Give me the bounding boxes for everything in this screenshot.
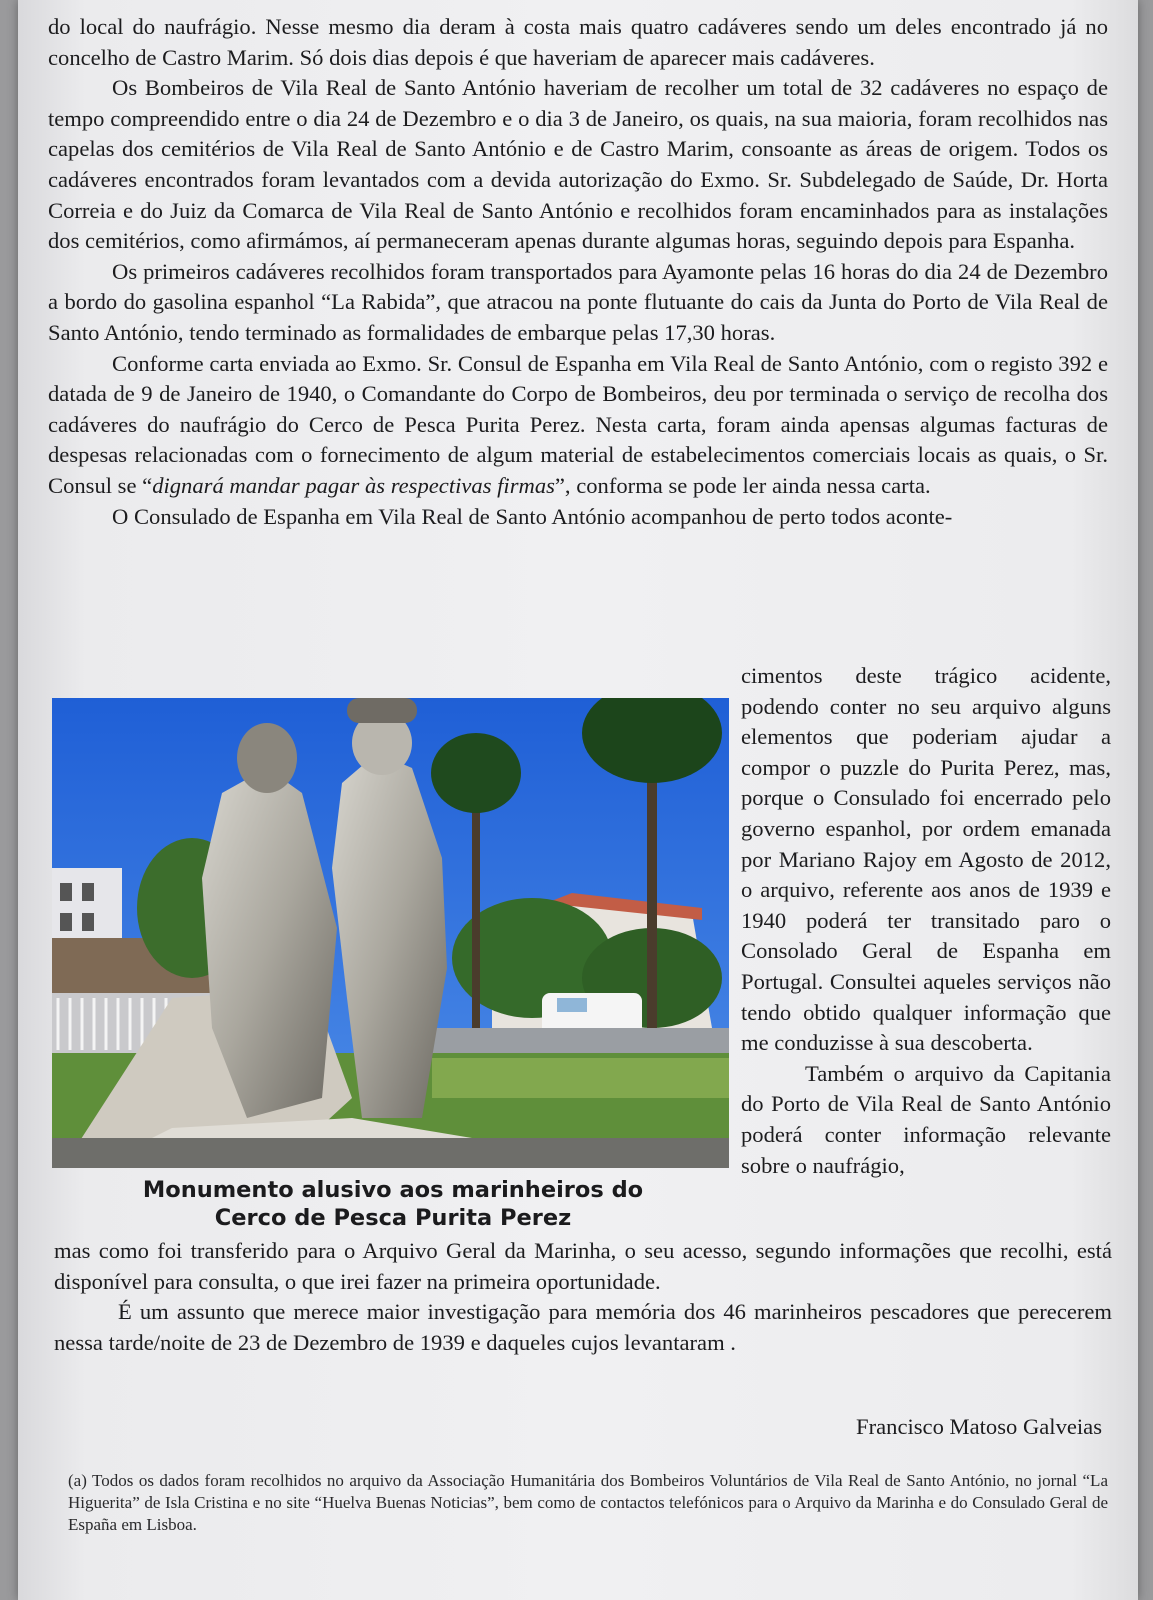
footnote: (a) Todos os dados foram recolhidos no arquivo da Associação Humanitária dos Bombeiros Voluntários de Vila Real de Santo António, no jornal “La Higuerita” de Isla Cristina e no site “Huelva Buenas Noticias”, bem como de contactos telefónicos para o Arquivo da Marinha e do Consulado Geral de España em Lisboa. (68, 1471, 1108, 1534)
paragraph-6-start: Também o arquivo da Capitania do Porto de Vila Real de Santo António poderá conter informação relevante sobre o naufrágio, (741, 1060, 1111, 1178)
photo-caption (52, 1176, 734, 1232)
paragraph-4-start: Conforme carta enviada ao Exmo. Sr. Consul de Espanha em Vila Real de Santo António, com o registo 392 e datada de 9 de Janeiro de 1940, o Comandante do Corpo de Bombeiros, deu por terminada o serviço de recolha dos cadáveres do naufrágio do Cerco de Pesca Purita Perez. Nesta carta, foram ainda apensas algumas facturas de despesas relacionadas com o fornecimento de algum material de estabelecimentos comerciais locais as quais, o Sr. Consul se “ (48, 350, 1108, 498)
document-page (18, 0, 1138, 1600)
paragraph-7: É um assunto que merece maior investigação para memória dos 46 marinheiros pescadores que perecerem nessa tarde/noite de 23 de Dezembro de 1939 e daqueles cujos levantaram . (54, 1299, 1112, 1355)
photo-caption-line-2: Cerco de Pesca Purita Perez (214, 1205, 572, 1231)
paragraph-4-italic: dignará mandar pagar às respectivas firmas (152, 472, 555, 498)
bottom-text-block (54, 1236, 1112, 1358)
paragraph-5-lead: O Consulado de Espanha em Vila Real de Santo António acompanhou de perto todos aconte- (112, 503, 953, 529)
paragraph-2: Os Bombeiros de Vila Real de Santo António haveriam de recolher um total de 32 cadáveres no espaço de tempo compreendido entre o dia 24 de Dezembro e o dia 3 de Janeiro, os quais, na sua maioria, foram recolhidos nas capelas dos cemitérios de Vila Real de Santo António e de Castro Marim, consoante as áreas de origem. Todos os cadáveres encontrados foram levantados com a devida autorização do Exmo. Sr. Subdelegado de Saúde, Dr. Horta Correia e do Juiz da Comarca de Vila Real de Santo António e recolhidos foram encaminhados para as instalações dos cemitérios, como afirmámos, aí permaneceram apenas durante algumas horas, seguindo depois para Espanha. (48, 75, 1108, 254)
monument-photo (52, 698, 729, 1168)
paragraph-4 (48, 349, 1108, 502)
paragraph-5-rest: cimentos deste trágico acidente, podendo conter no seu arquivo alguns elementos que poderiam ajudar a compor o puzzle do Purita Perez, mas, porque o Consulado foi encerrado pelo governo espanhol, por ordem emanada por Mariano Rajoy em Agosto de 2012, o arquivo, referente aos anos de 1939 e 1940 poderá ter transitado paro o Consolado Geral de Espanha em Portugal. Consultei aqueles serviços não tendo obtido qualquer informação que me conduzisse à sua descoberta. (741, 663, 1111, 1056)
paragraph-3: Os primeiros cadáveres recolhidos foram transportados para Ayamonte pelas 16 horas do dia 24 de Dezembro a bordo do gasolina espanhol “La Rabida”, que atracou na ponte flutuante do cais da Junta do Porto de Vila Real de Santo António, tendo terminado as formalidades de embarque pelas 17,30 horas. (48, 258, 1108, 345)
side-text-column (741, 661, 1111, 1181)
author-signature: Francisco Matoso Galveias (856, 1414, 1102, 1439)
monument-photo-illustration (52, 698, 729, 1168)
photo-caption-line-1: Monumento alusivo aos marinheiros do (142, 1177, 644, 1203)
paragraph-6-end: mas como foi transferido para o Arquivo Geral da Marinha, o seu acesso, segundo informações que recolhi, está disponível para consulta, o que irei fazer na primeira oportunidade. (54, 1238, 1112, 1294)
paragraph-1: do local do naufrágio. Nesse mesmo dia deram à costa mais quatro cadáveres sendo um deles encontrado já no concelho de Castro Marim. Só dois dias depois é que haveriam de aparecer mais cadáveres. (48, 14, 1108, 70)
paragraph-4-end: ”, conforma se pode ler ainda nessa carta. (554, 472, 931, 498)
top-text-block (48, 12, 1108, 532)
